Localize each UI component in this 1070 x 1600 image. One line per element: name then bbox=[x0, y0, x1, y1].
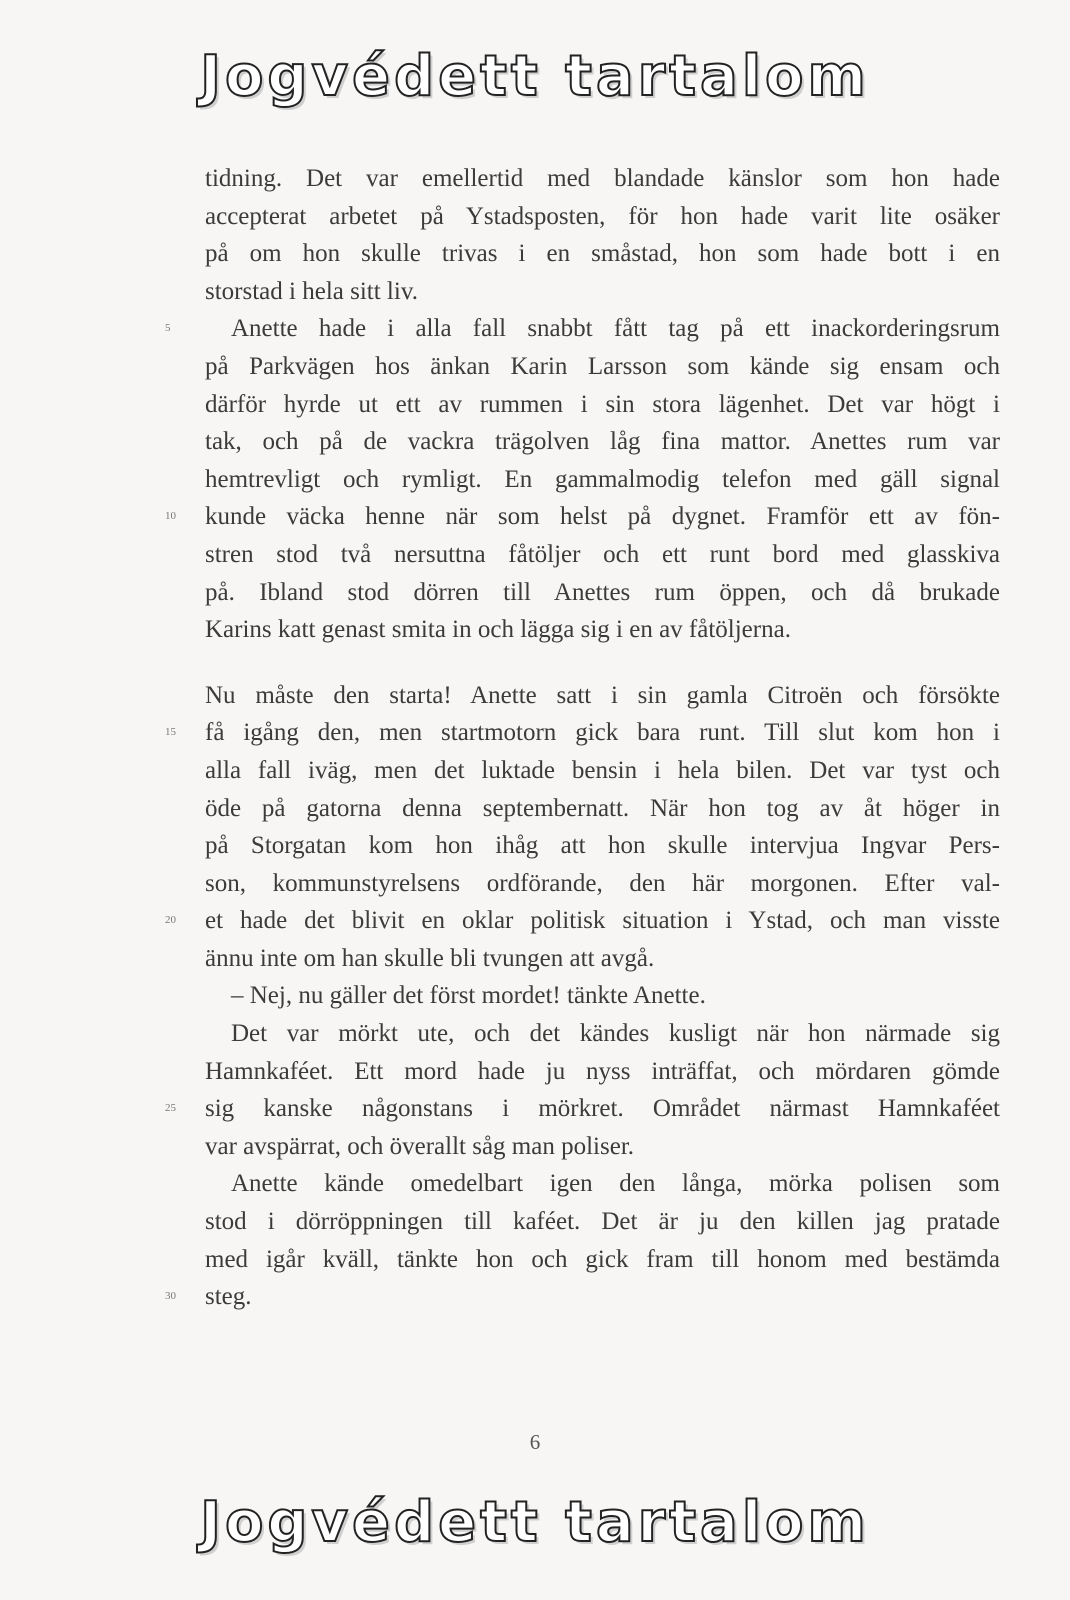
text-line bbox=[205, 461, 1000, 499]
line-text: kunde väcka henne när som helst på dygnet. Framför ett av fön- bbox=[205, 503, 1000, 531]
text-line bbox=[205, 198, 1000, 236]
line-text: Nu måste den starta! Anette satt i sin gamla Citroën och försökte bbox=[205, 681, 1000, 709]
line-number: 30 bbox=[165, 1290, 176, 1303]
line-text: Det var mörkt ute, och det kändes kusligt när hon närmade sig bbox=[231, 1020, 1000, 1048]
line-text: Hamnkaféet. Ett mord hade ju nyss inträffat, och mördaren gömde bbox=[205, 1057, 1000, 1085]
line-text: på. Ibland stod dörren till Anettes rum öppen, och då brukade bbox=[205, 578, 1000, 606]
text-line bbox=[205, 235, 1000, 273]
line-text: hemtrevligt och rymligt. En gammalmodig telefon med gäll signal bbox=[205, 465, 1000, 493]
line-text: stren stod två nersuttna fåtöljer och ett runt bord med glasskiva bbox=[205, 540, 1000, 568]
text-line bbox=[165, 1278, 1000, 1316]
watermark-bottom: Jogvédett tartalom bbox=[200, 1490, 870, 1555]
text-line bbox=[205, 348, 1000, 386]
line-text: – Nej, nu gäller det först mordet! tänkte Anette. bbox=[231, 982, 706, 1010]
text-line bbox=[165, 498, 1000, 536]
line-text: Anette hade i alla fall snabbt fått tag på ett inackorderingsrum bbox=[231, 315, 1000, 343]
line-text: var avspärrat, och överallt såg man poliser. bbox=[205, 1132, 635, 1160]
line-number: 25 bbox=[165, 1102, 176, 1115]
line-text: på om hon skulle trivas i en småstad, hon som hade bott i en bbox=[205, 240, 1000, 268]
text-line bbox=[205, 1203, 1000, 1241]
text-line bbox=[205, 752, 1000, 790]
text-line bbox=[205, 940, 1000, 978]
line-text: alla fall iväg, men det luktade bensin i hela bilen. Det var tyst och bbox=[205, 756, 1000, 784]
page-number: 6 bbox=[529, 1430, 541, 1454]
line-text: Anette kände omedelbart igen den långa, mörka polisen som bbox=[231, 1170, 1000, 1198]
text-line bbox=[205, 1053, 1000, 1091]
text-line bbox=[205, 790, 1000, 828]
text-line bbox=[205, 1015, 1000, 1053]
body-text bbox=[165, 160, 1000, 1316]
text-line bbox=[205, 536, 1000, 574]
text-line bbox=[165, 310, 1000, 348]
line-number: 20 bbox=[165, 914, 176, 927]
text-line bbox=[205, 977, 1000, 1015]
text-line bbox=[205, 1165, 1000, 1203]
text-line bbox=[205, 160, 1000, 198]
line-text: på Storgatan kom hon ihåg att hon skulle intervjua Ingvar Pers- bbox=[205, 832, 1000, 860]
line-number: 5 bbox=[165, 322, 171, 335]
line-text: steg. bbox=[205, 1283, 252, 1311]
text-line bbox=[205, 677, 1000, 715]
text-line bbox=[205, 574, 1000, 612]
line-text: storstad i hela sitt liv. bbox=[205, 277, 418, 305]
line-text: accepterat arbetet på Ystadsposten, för hon hade varit lite osäker bbox=[205, 202, 1000, 230]
text-line bbox=[205, 865, 1000, 903]
line-number: 15 bbox=[165, 726, 176, 739]
line-text: få igång den, men startmotorn gick bara runt. Till slut kom hon i bbox=[205, 719, 1000, 747]
line-text: därför hyrde ut ett av rummen i sin stora lägenhet. Det var högt i bbox=[205, 390, 1000, 418]
text-line bbox=[205, 1241, 1000, 1279]
line-text: son, kommunstyrelsens ordförande, den här morgonen. Efter val- bbox=[205, 869, 1000, 897]
line-text: med igår kväll, tänkte hon och gick fram till honom med bestämda bbox=[205, 1245, 1000, 1273]
line-text: öde på gatorna denna septembernatt. När hon tog av åt höger in bbox=[205, 794, 1000, 822]
line-text: et hade det blivit en oklar politisk situation i Ystad, och man visste bbox=[205, 907, 1000, 935]
line-text: tidning. Det var emellertid med blandade känslor som hon hade bbox=[205, 165, 1000, 192]
line-text: tak, och på de vackra trägolven låg fina mattor. Anettes rum var bbox=[205, 428, 1000, 456]
text-line bbox=[205, 423, 1000, 461]
line-text: sig kanske någonstans i mörkret. Området närmast Hamnkaféet bbox=[205, 1095, 1000, 1123]
line-text: ännu inte om han skulle bli tvungen att avgå. bbox=[205, 944, 655, 972]
line-text: Karins katt genast smita in och lägga sig i en av fåtöljerna. bbox=[205, 616, 791, 644]
text-line bbox=[205, 386, 1000, 424]
line-number: 10 bbox=[165, 510, 176, 523]
text-line bbox=[165, 902, 1000, 940]
line-text: stod i dörröppningen till kaféet. Det är ju den killen jag pratade bbox=[205, 1208, 1000, 1236]
text-line bbox=[205, 827, 1000, 865]
text-line bbox=[205, 273, 1000, 311]
text-line bbox=[165, 1090, 1000, 1128]
line-text: på Parkvägen hos änkan Karin Larsson som kände sig ensam och bbox=[205, 352, 1000, 380]
text-line bbox=[205, 1128, 1000, 1166]
watermark-top: Jogvédett tartalom bbox=[200, 44, 870, 109]
text-line bbox=[165, 714, 1000, 752]
text-line bbox=[205, 611, 1000, 649]
